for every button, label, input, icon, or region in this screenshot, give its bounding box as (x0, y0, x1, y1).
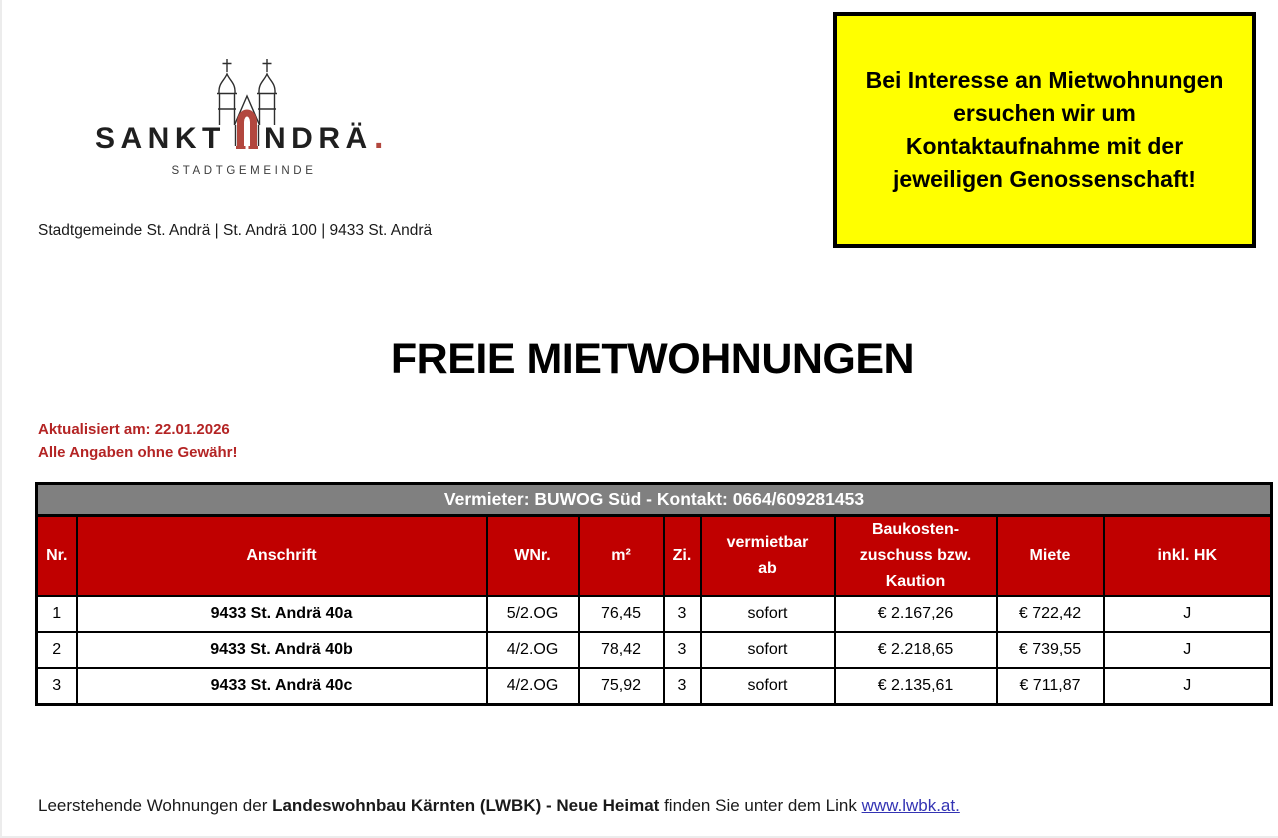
table-row (37, 632, 1272, 668)
cell-inkl-hk: J (1104, 668, 1272, 704)
table-row (37, 668, 1272, 704)
logo-word-sankt: SANKT (95, 122, 226, 155)
logo-dot: . (374, 118, 384, 156)
cell-miete: € 739,55 (997, 632, 1104, 668)
cell-baukosten: € 2.218,65 (835, 632, 997, 668)
arch-icon (236, 113, 258, 148)
col-header-m2: m² (579, 516, 664, 597)
cell-baukosten: € 2.167,26 (835, 596, 997, 632)
logo-word-andrae: NDRÄ (264, 122, 373, 155)
cell-miete: € 711,87 (997, 668, 1104, 704)
apartments-table (35, 482, 1273, 706)
cell-vermietbar-ab: sofort (701, 596, 835, 632)
cell-nr: 1 (37, 596, 77, 632)
logo-subtitle: STADTGEMEINDE (171, 165, 317, 177)
cell-wnr: 4/2.OG (487, 668, 579, 704)
col-header-zi: Zi. (664, 516, 701, 597)
table-caption: Vermieter: BUWOG Süd - Kontakt: 0664/609281453 (37, 484, 1272, 516)
cell-inkl-hk: J (1104, 596, 1272, 632)
disclaimer: Alle Angaben ohne Gewähr! (38, 444, 238, 461)
cell-zi: 3 (664, 668, 701, 704)
footer-text-middle: finden Sie unter dem Link (659, 796, 862, 815)
cell-anschrift: 9433 St. Andrä 40b (77, 632, 487, 668)
cell-vermietbar-ab: sofort (701, 668, 835, 704)
cell-wnr: 5/2.OG (487, 596, 579, 632)
meta-info (38, 418, 237, 464)
cell-vermietbar-ab: sofort (701, 632, 835, 668)
col-header-vermietbar-ab (701, 516, 835, 597)
cell-m2: 78,42 (579, 632, 664, 668)
cell-miete: € 722,42 (997, 596, 1104, 632)
col-header-vermietbar-ab-label: vermietbar ab (726, 534, 809, 577)
cell-zi: 3 (664, 632, 701, 668)
cell-baukosten: € 2.135,61 (835, 668, 997, 704)
table-header-row (37, 516, 1272, 597)
col-header-baukosten-label: Baukosten-zuschuss bzw. Kaution (859, 521, 972, 590)
col-header-baukosten (835, 516, 997, 597)
table-row (37, 596, 1272, 632)
cell-inkl-hk: J (1104, 632, 1272, 668)
footer-text-prefix: Leerstehende Wohnungen der (38, 796, 273, 815)
table-caption-row (37, 484, 1272, 516)
updated-date: Aktualisiert am: 22.01.2026 (38, 421, 230, 438)
cell-nr: 2 (37, 632, 77, 668)
cell-anschrift: 9433 St. Andrä 40c (77, 668, 487, 704)
notice-line: Kontaktaufnahme mit der (905, 133, 1184, 159)
notice-line: ersuchen wir um (953, 100, 1136, 126)
cell-wnr: 4/2.OG (487, 632, 579, 668)
address-line: Stadtgemeinde St. Andrä | St. Andrä 100 | 9433 St. Andrä (38, 222, 433, 239)
cell-anschrift: 9433 St. Andrä 40a (77, 596, 487, 632)
sankt-andrae-logo (92, 48, 392, 182)
cell-zi: 3 (664, 596, 701, 632)
col-header-anschrift: Anschrift (77, 516, 487, 597)
col-header-wnr: WNr. (487, 516, 579, 597)
contact-notice-box (833, 12, 1256, 248)
notice-line: Bei Interesse an Mietwohnungen (865, 67, 1224, 93)
col-header-inkl-hk: inkl. HK (1104, 516, 1272, 597)
col-header-miete: Miete (997, 516, 1104, 597)
notice-line: jeweiligen Genossenschaft! (893, 166, 1196, 192)
footer-text-bold: Landeswohnbau Kärnten (LWBK) - Neue Heimat (272, 796, 660, 815)
footer-note (38, 796, 960, 816)
page-title: FREIE MIETWOHNUNGEN (390, 335, 915, 383)
church-logo-icon (92, 48, 392, 182)
cell-m2: 75,92 (579, 668, 664, 704)
lwbk-link[interactable]: www.lwbk.at. (861, 796, 960, 815)
cell-nr: 3 (37, 668, 77, 704)
col-header-nr: Nr. (37, 516, 77, 597)
cell-m2: 76,45 (579, 596, 664, 632)
